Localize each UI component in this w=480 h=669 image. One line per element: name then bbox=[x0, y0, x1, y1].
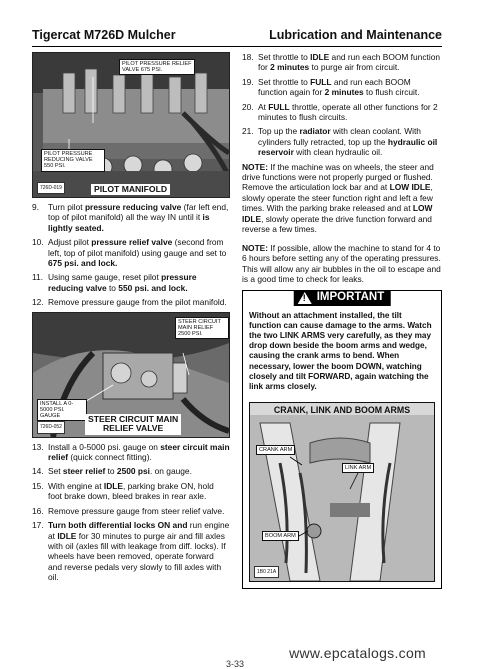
step-item bbox=[32, 272, 230, 293]
figure-code: 1B0 21A bbox=[254, 566, 279, 578]
step-number: 16. bbox=[32, 505, 44, 516]
step-item bbox=[32, 237, 230, 268]
note-paragraph bbox=[242, 162, 442, 235]
step-item bbox=[32, 202, 230, 233]
reducing-valve-callout: PILOT PRESSURE REDUCING VALVE 550 PSI. bbox=[41, 149, 105, 172]
step-bold: FULL bbox=[310, 76, 332, 87]
step-bold: pressure reducing valve bbox=[48, 272, 197, 293]
crank-link-boom-figure bbox=[249, 402, 435, 582]
figure-title: CRANK, LINK AND BOOM ARMS bbox=[273, 405, 411, 416]
step-bold: IDLE bbox=[57, 530, 77, 541]
header-title-right: Lubrication and Maintenance bbox=[269, 28, 442, 42]
step-text: Remove pressure gauge from the pilot manifold. bbox=[48, 297, 227, 308]
step-bold: 2 minutes bbox=[324, 87, 364, 98]
step-text: to flush circuit. bbox=[363, 87, 420, 98]
step-text: with clean hydraulic oil. bbox=[293, 147, 383, 158]
step-bold: steer circuit main relief bbox=[48, 441, 230, 463]
step-text: to bbox=[106, 282, 119, 293]
crank-link-boom-image bbox=[250, 403, 434, 581]
step-text: Set throttle to bbox=[258, 76, 311, 87]
steps-list-c bbox=[242, 52, 442, 158]
left-column bbox=[32, 52, 230, 587]
relief-valve-callout: PILOT PRESSURE RELIEF VALVE 675 PSI. bbox=[119, 59, 195, 75]
note-text: , slowly operate the drive function forward and reverse a few times. bbox=[242, 213, 432, 235]
step-item bbox=[32, 506, 230, 516]
step-text: (second from left, top of pilot manifold) using gauge and set to bbox=[48, 237, 227, 258]
page-number: 3-33 bbox=[226, 659, 245, 669]
step-text: and run each BOOM function again for bbox=[258, 76, 411, 98]
step-item bbox=[242, 102, 442, 123]
step-bold: pressure relief valve bbox=[91, 237, 173, 248]
note-label: NOTE: bbox=[242, 161, 269, 172]
step-text: for 30 minutes to purge air and fill axles with oil (axles fill with leakage from diff. locks). If wheels have been removed, operate forward and reverse pedals very slowly to fill axles with oil. bbox=[48, 530, 226, 583]
step-item bbox=[32, 466, 230, 476]
step-text: throttle, operate all other functions for 2 minutes to flush circuits. bbox=[258, 101, 438, 123]
important-box bbox=[242, 290, 442, 590]
step-text: Turn pilot bbox=[48, 202, 85, 212]
warning-icon bbox=[298, 292, 312, 304]
note-label: NOTE: bbox=[242, 242, 269, 253]
right-column bbox=[242, 52, 442, 589]
step-bold: 550 psi. and lock. bbox=[118, 282, 188, 293]
steps-list-a bbox=[32, 202, 230, 308]
step-text: (far left end, top of pilot manifold) all the way IN until it bbox=[48, 202, 229, 223]
footer-url: www.epcatalogs.com bbox=[289, 645, 426, 661]
important-banner bbox=[294, 290, 391, 306]
note-text: , slowly operate the steer function right and left a few times. With the parking brake released and at bbox=[242, 182, 433, 214]
step-number: 18. bbox=[242, 52, 254, 62]
step-number: 19. bbox=[242, 76, 254, 87]
step-bold: 675 psi. and lock. bbox=[48, 258, 118, 269]
step-text: Install a 0-5000 psi. gauge on bbox=[48, 441, 161, 452]
steps-list-b bbox=[32, 442, 230, 583]
step-item bbox=[242, 126, 442, 157]
steer-relief-photo bbox=[32, 312, 230, 438]
important-text: Without an attachment installed, the tilt function can cause damage to the arms. Watch the two LINK ARMS very carefully, as they may drop down beside the boom arms and wedge, causing the crank arms to bend. When necessary, lower the boom DOWN, watching closely and tilt FORWARD, again watching the link arms closely. bbox=[249, 310, 432, 391]
step-text: Adjust pilot bbox=[48, 237, 92, 248]
note-text: If possible, allow the machine to stand for 4 to 6 hours before setting any of the operating pressures. This will allow any air bubbles in the oil to escape and is a good time to check for leaks. bbox=[242, 242, 441, 285]
step-number: 10. bbox=[32, 237, 44, 248]
step-bold: IDLE bbox=[103, 480, 123, 491]
step-number: 17. bbox=[32, 520, 44, 531]
step-number: 20. bbox=[242, 101, 254, 112]
step-text: Using same gauge, reset pilot bbox=[48, 272, 162, 283]
figure-code: 726D-019 bbox=[37, 182, 65, 194]
step-text: Set throttle to bbox=[258, 52, 311, 62]
step-item bbox=[242, 52, 442, 73]
link-arm-callout: LINK ARM bbox=[342, 463, 374, 473]
step-bold: IDLE bbox=[310, 52, 330, 62]
boom-arm-callout: BOOM ARM bbox=[262, 531, 299, 541]
step-number: 11. bbox=[32, 272, 44, 283]
step-text: to bbox=[105, 466, 117, 477]
step-text: (quick connect fitting). bbox=[68, 452, 152, 463]
step-bold: pressure reducing valve bbox=[84, 202, 182, 212]
step-number: 9. bbox=[32, 202, 39, 212]
header-rule bbox=[32, 46, 442, 47]
figure-code: 726D-052 bbox=[37, 421, 65, 433]
step-text: , parking brake ON, hold foot brake down, bleed brakes in rear axle. bbox=[48, 480, 214, 502]
step-bold: 2 minutes bbox=[270, 62, 310, 73]
step-text: and run each BOOM function for bbox=[258, 52, 441, 73]
step-number: 15. bbox=[32, 480, 44, 491]
figure-caption: PILOT MANIFOLD bbox=[91, 184, 170, 195]
step-bold: steer relief bbox=[62, 466, 106, 477]
step-text: with clean coolant. With cylinders fully retracted, top up the bbox=[258, 126, 421, 147]
page-header bbox=[32, 28, 442, 46]
step-bold: hydraulic oil reservoir bbox=[258, 136, 438, 158]
figure-caption-line: STEER CIRCUIT MAIN bbox=[88, 413, 179, 424]
step-item bbox=[32, 442, 230, 463]
note-bold: LOW IDLE bbox=[389, 182, 431, 193]
step-number: 14. bbox=[32, 466, 44, 477]
step-bold: is lightly seated. bbox=[48, 212, 210, 233]
step-bold: FULL bbox=[268, 101, 290, 112]
step-bold: 2500 psi bbox=[116, 466, 150, 477]
note-bold: LOW IDLE bbox=[242, 203, 433, 224]
step-number: 12. bbox=[32, 297, 44, 308]
important-title: IMPORTANT bbox=[316, 291, 385, 304]
step-text: Remove pressure gauge from steer relief valve. bbox=[48, 505, 225, 516]
step-text: Top up the bbox=[258, 126, 300, 137]
step-bold: Turn both differential locks ON and bbox=[48, 520, 188, 531]
note-paragraph bbox=[242, 243, 442, 285]
pilot-manifold-photo bbox=[32, 52, 230, 198]
step-item bbox=[32, 481, 230, 502]
step-item bbox=[242, 77, 442, 98]
crank-arm-callout: CRANK ARM bbox=[256, 445, 295, 455]
step-text: . on gauge. bbox=[149, 466, 192, 477]
step-item bbox=[32, 520, 230, 582]
step-text: At bbox=[258, 101, 269, 112]
step-text: With engine at bbox=[48, 480, 104, 491]
steer-main-relief-callout: STEER CIRCUIT MAIN RELIEF 2500 PSI. bbox=[175, 317, 229, 340]
step-text: to purge air from circuit. bbox=[309, 62, 400, 73]
step-number: 13. bbox=[32, 441, 44, 452]
figure-caption-line: RELIEF VALVE bbox=[102, 423, 164, 434]
note-text: If the machine was on wheels, the steer and drive functions were not properly purged or flushed. Remove the articulation lock bar and at bbox=[242, 161, 434, 193]
header-title-left: Tigercat M726D Mulcher bbox=[32, 28, 176, 42]
step-text: run engine at bbox=[48, 520, 230, 541]
step-number: 21. bbox=[242, 126, 254, 137]
step-text: Set bbox=[48, 466, 63, 477]
step-bold: radiator bbox=[299, 126, 331, 137]
figure-caption bbox=[85, 414, 181, 435]
install-gauge-callout: INSTALL A 0-5000 PSI. GAUGE bbox=[37, 399, 87, 422]
step-item bbox=[32, 297, 230, 307]
